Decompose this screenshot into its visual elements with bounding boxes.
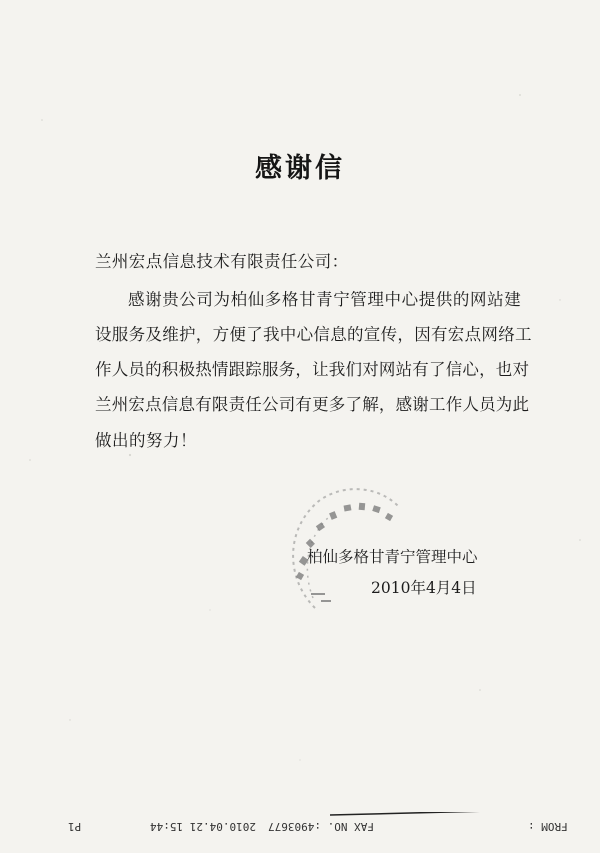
- fax-number: FAX NO. :4903677: [268, 820, 374, 833]
- fax-page-number: P1: [68, 820, 82, 833]
- signature-date: 2010年4月4日: [371, 579, 477, 597]
- letter-body-line: 兰州宏点信息有限责任公司有更多了解，感谢工作人员为此: [95, 395, 530, 414]
- letter-body-line: 感谢贵公司为柏仙多格甘青宁管理中心提供的网站建: [128, 290, 522, 309]
- letter-title: 感谢信: [255, 153, 345, 184]
- letter-body-line: 做出的努力！: [95, 431, 197, 450]
- fax-datetime: 2010.04.21 15:44: [150, 820, 256, 833]
- fax-header-strip: [0, 812, 600, 840]
- letter-greeting: 兰州宏点信息技术有限责任公司：: [95, 252, 349, 271]
- letter-body-line: 作人员的积极热情跟踪服务，让我们对网站有了信心，也对: [95, 360, 530, 379]
- fax-from-label: FROM :: [528, 820, 568, 833]
- letter-body-line: 设服务及维护，方便了我中心信息的宣传，因有宏点网络工: [95, 325, 532, 344]
- signature-organization: 柏仙多格甘青宁管理中心: [307, 548, 478, 566]
